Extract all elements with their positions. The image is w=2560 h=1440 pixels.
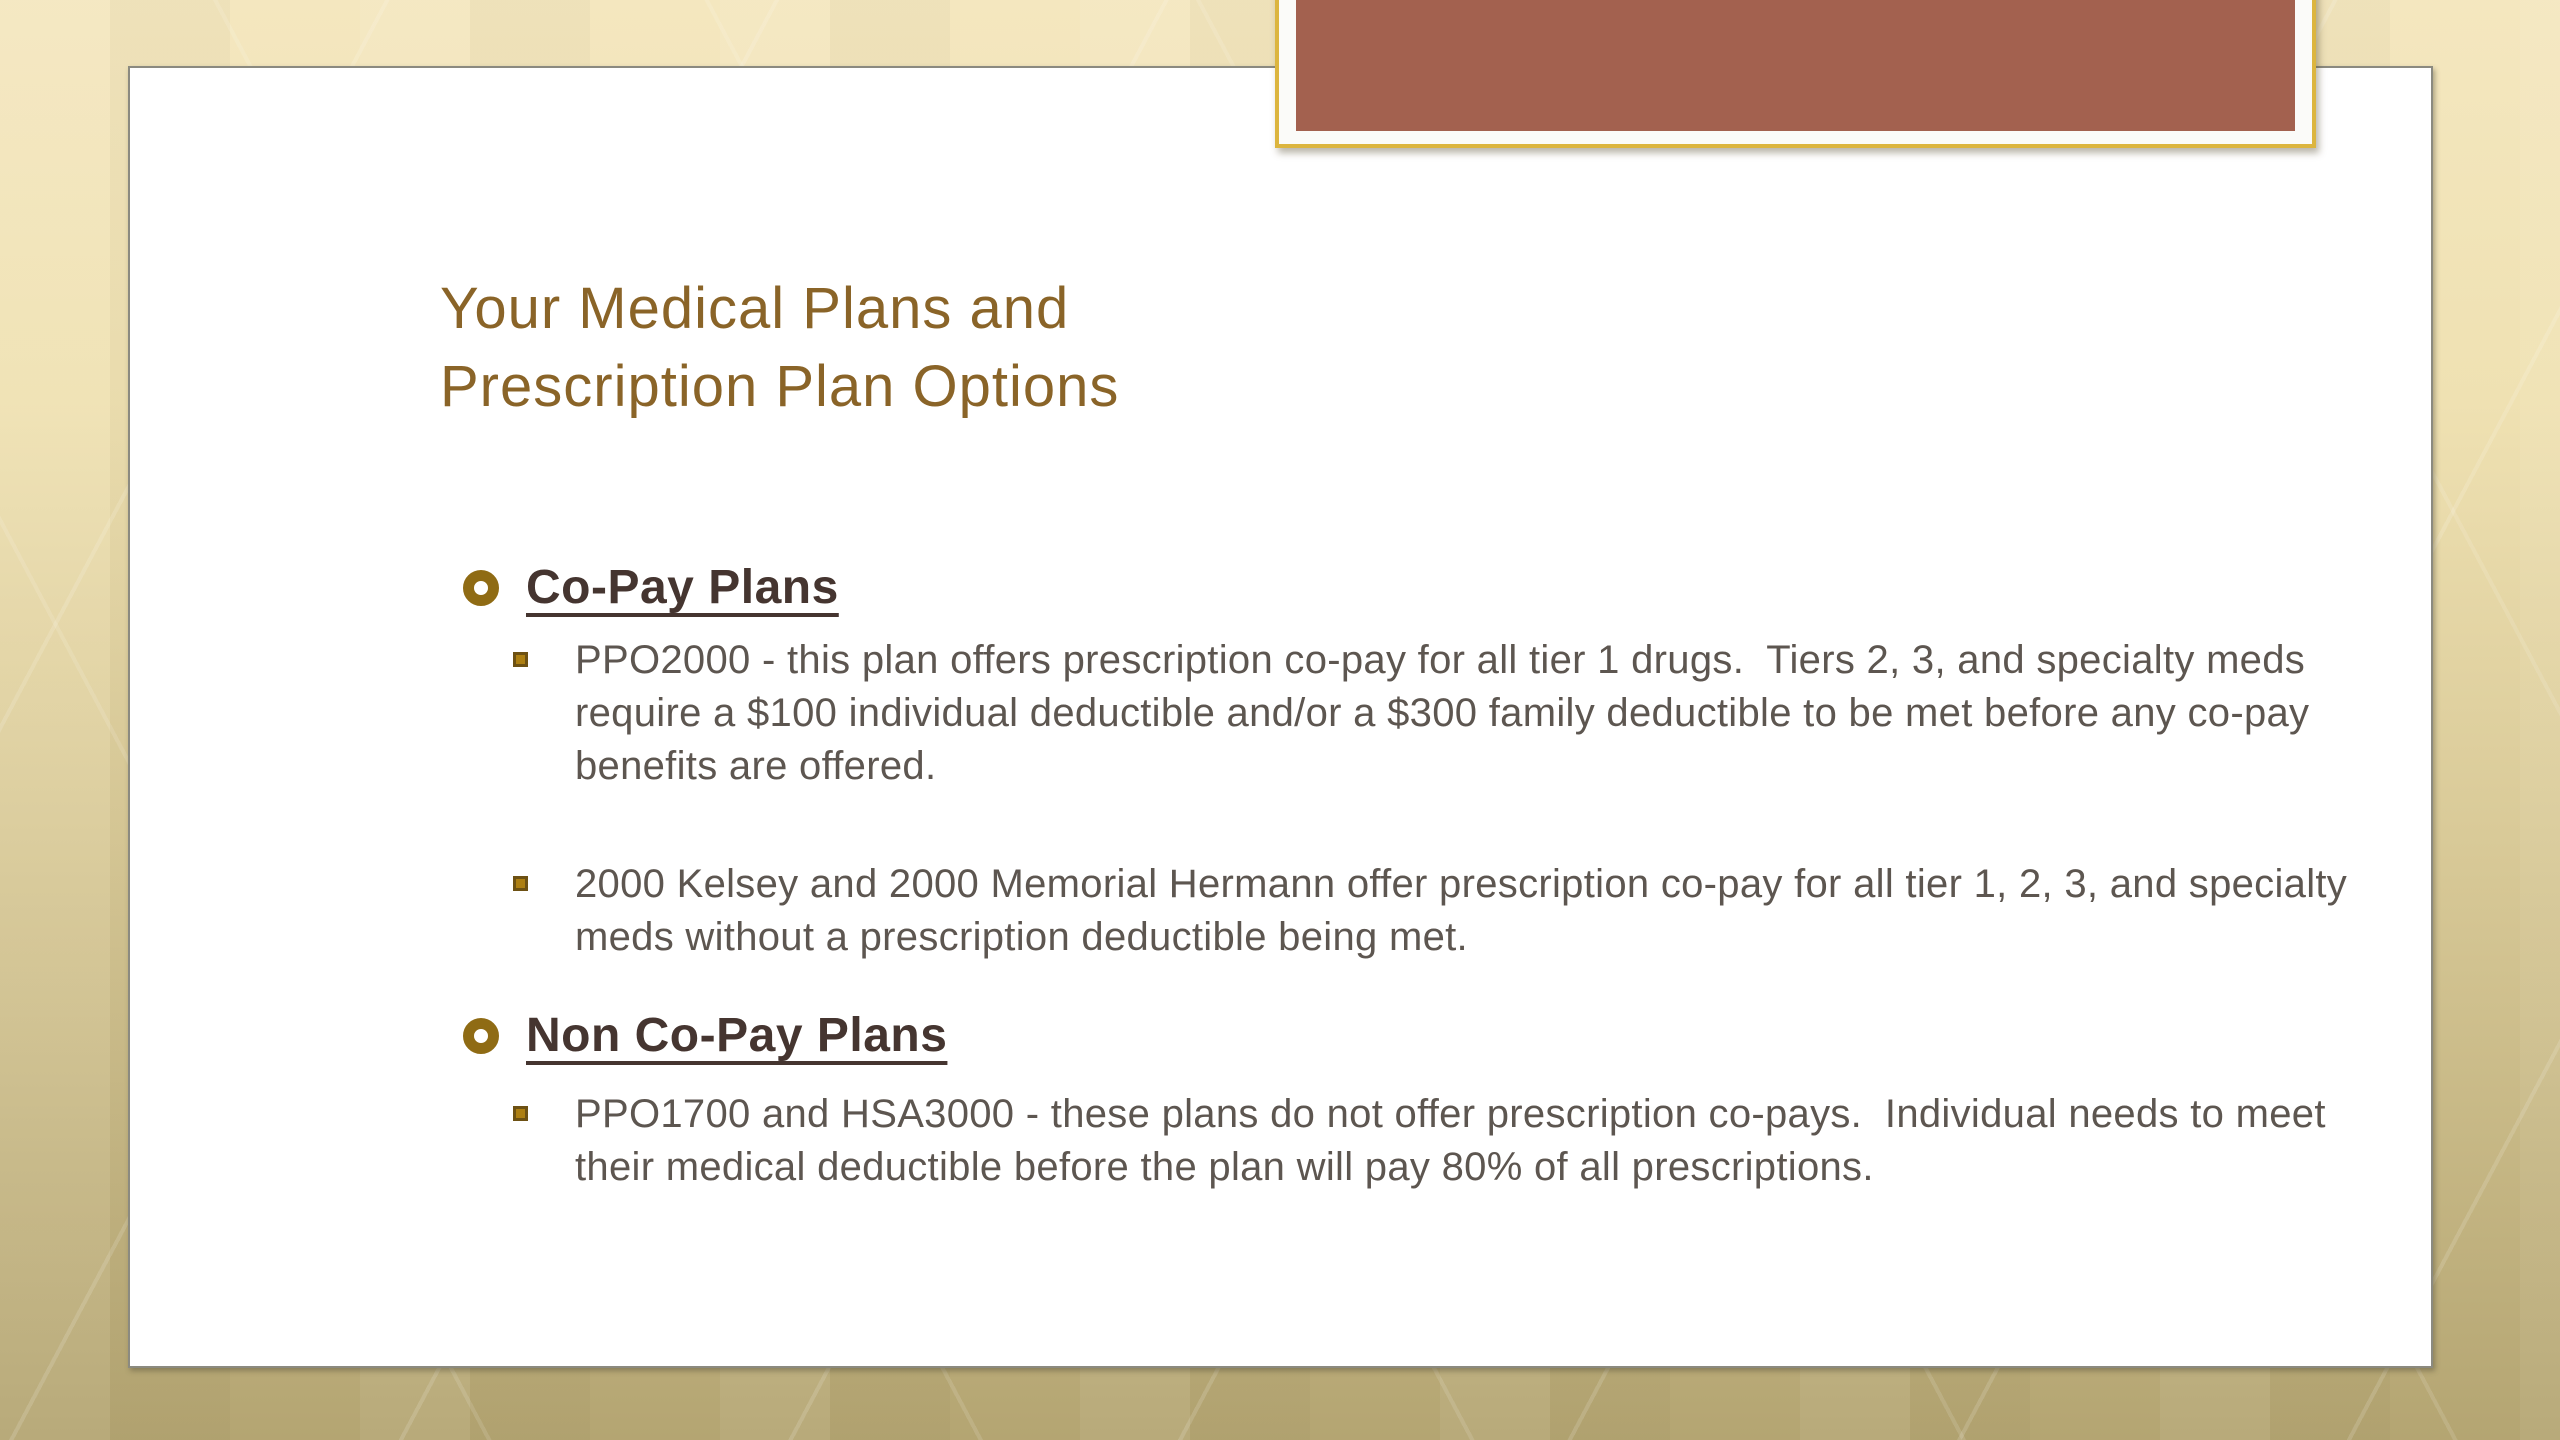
square-bullet-icon <box>513 652 528 667</box>
bullet-item <box>513 858 2388 964</box>
square-bullet-icon <box>513 876 528 891</box>
section-heading-non-copay <box>463 1008 947 1063</box>
slide-title-line2: Prescription Plan Options <box>440 354 1120 419</box>
accent-banner-fill <box>1296 0 2295 131</box>
square-bullet-icon <box>513 1106 528 1121</box>
slide-title-line1: Your Medical Plans and <box>440 276 1070 341</box>
bullet-text: PPO2000 - this plan offers prescription co-pay for all tier 1 drugs. Tiers 2, 3, and specialty meds require a $100 individual deductible and/or a $300 family deductible to be met before any co-pay benefits are offered. <box>575 638 2321 788</box>
slide-content-card <box>128 66 2433 1368</box>
bullet-item <box>513 634 2388 793</box>
bullet-text: PPO1700 and HSA3000 - these plans do not offer prescription co-pays. Individual needs to meet their medical deductible before the plan will pay 80% of all prescriptions. <box>575 1092 2338 1189</box>
circle-bullet-icon <box>463 570 499 606</box>
circle-bullet-icon <box>463 1018 499 1054</box>
section-heading-label: Co-Pay Plans <box>526 561 839 614</box>
bullet-text: 2000 Kelsey and 2000 Memorial Hermann offer prescription co-pay for all tier 1, 2, 3, and specialty meds without a prescription deductible being met. <box>575 862 2359 959</box>
bullet-item <box>513 1088 2388 1194</box>
section-heading-copay <box>463 560 839 615</box>
accent-banner <box>1275 0 2316 148</box>
slide-title <box>440 270 1119 426</box>
section-heading-label: Non Co-Pay Plans <box>526 1009 948 1062</box>
